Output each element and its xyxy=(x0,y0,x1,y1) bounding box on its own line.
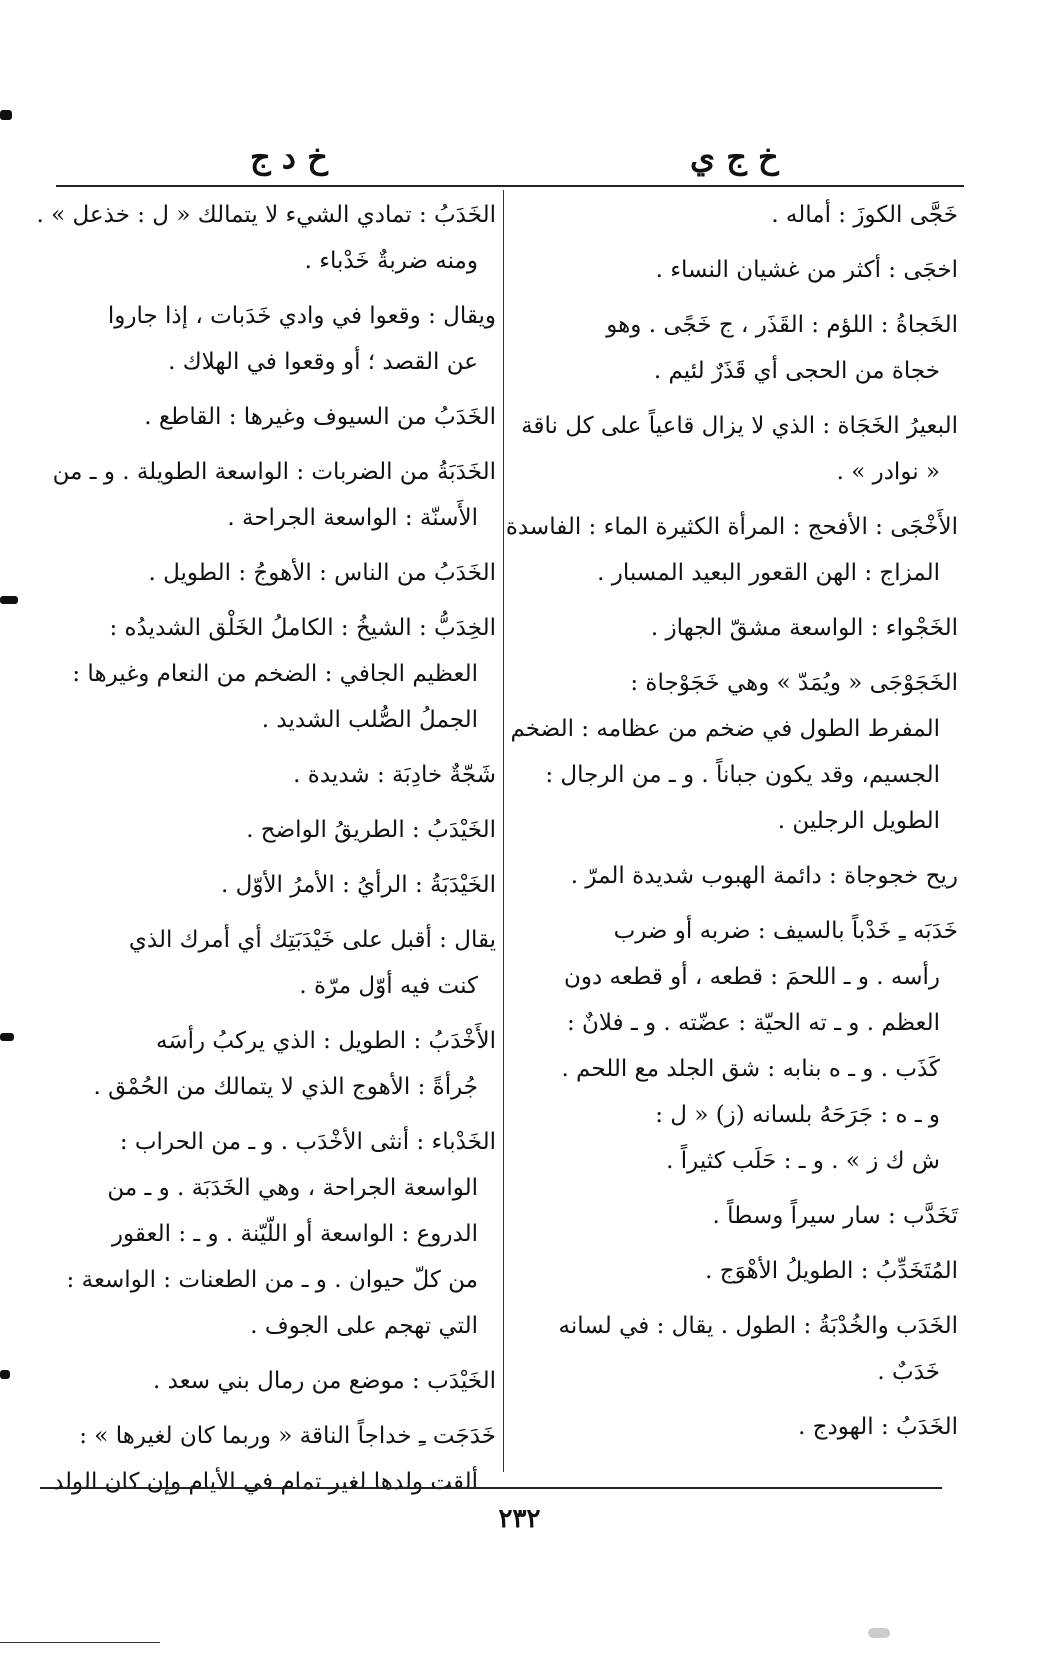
entry-continuation: جُرأةً : الأهوج الذي لا يتمالك من الحُمْق . xyxy=(93,1074,478,1100)
dictionary-entry xyxy=(518,605,958,651)
entry-headline: الخَدَبُ : تمادي الشيء لا يتمالك « ل : خذعل » . xyxy=(36,202,496,228)
dictionary-entry xyxy=(518,247,958,293)
entry-headline: الخَدَبُ من الناس : الأهوجُ : الطويل . xyxy=(148,560,496,586)
column-divider xyxy=(503,190,504,1472)
right-column xyxy=(505,192,958,1472)
entry-continuation: خجاة من الحجى أي قَذَرٌ لئيم . xyxy=(653,358,940,384)
entry-continuation: المفرط الطول في ضخم من عظامه : الضخم xyxy=(510,716,940,742)
dictionary-entry xyxy=(56,862,496,908)
margin-mark xyxy=(0,110,12,120)
entry-continuation: الجملُ الصُّلب الشديد . xyxy=(261,707,478,733)
entry-headline: الخَيْدَبَةُ : الرأيُ : الأمرُ الأوّل . xyxy=(221,872,496,898)
entry-headline: خَدَبَه ـِ خَدْباً بالسيف : ضربه أو ضرب xyxy=(613,918,958,944)
entry-continuation: و ـ ه : جَرَحَهُ بلسانه (ز) « ل : xyxy=(655,1102,940,1128)
entry-headline: خَدَجَت ـِ خداجاً الناقة « وربما كان لغيرها » : xyxy=(79,1423,496,1449)
entry-headline: شَجّةٌ خادِبَة : شديدة . xyxy=(293,762,496,788)
entry-continuation: رأسه . و ـ اللحمَ : قطعه ، أو قطعه دون xyxy=(563,964,940,990)
entry-continuation: ومنه ضربةٌ خَدْباء . xyxy=(304,248,478,274)
scan-smudge xyxy=(868,1628,890,1638)
dictionary-entry xyxy=(518,1404,958,1450)
entry-headline: الأَخْدَبُ : الطويل : الذي يركبُ رأسَه xyxy=(156,1028,496,1054)
dictionary-entry xyxy=(518,403,958,495)
dictionary-entry xyxy=(518,908,958,1184)
entry-continuation: كَذَب . و ـ ه بنابه : شق الجلد مع اللحم . xyxy=(561,1056,940,1082)
dictionary-entry xyxy=(56,917,496,1009)
entry-continuation: الطويل الرجلين . xyxy=(777,808,940,834)
footer-rule xyxy=(40,1487,942,1489)
dictionary-entry xyxy=(56,1018,496,1110)
left-column xyxy=(36,192,496,1495)
dictionary-entry xyxy=(518,1303,958,1395)
dictionary-entry xyxy=(56,394,496,440)
entry-headline: البعيرُ الخَجَاة : الذي لا يزال قاعياً على كل ناقة xyxy=(521,413,958,439)
dictionary-entry xyxy=(518,1193,958,1239)
entry-headline: الخَجاةُ : اللؤم : القَذَر ، ج خَجًى . وهو xyxy=(606,312,958,338)
dictionary-entry xyxy=(56,293,496,385)
dictionary-entry xyxy=(56,1119,496,1349)
entry-headline: الخَدَبُ : الهودج . xyxy=(798,1414,958,1440)
dictionary-entry xyxy=(56,807,496,853)
entry-headline: المُتَخَدِّبُ : الطويلُ الأهْوَج . xyxy=(705,1258,958,1284)
dictionary-entry xyxy=(518,853,958,899)
dictionary-entry xyxy=(518,192,958,238)
entry-continuation: الأَسنّة : الواسعة الجراحة . xyxy=(227,505,478,531)
entry-continuation: الدروع : الواسعة أو اللّيّنة . و ـ : العقور xyxy=(111,1221,478,1247)
margin-mark xyxy=(0,1033,14,1041)
page-number: ٢٣٢ xyxy=(498,1504,541,1534)
entry-headline: الخَدْباء : أنثى الأخْدَب . و ـ من الحراب : xyxy=(119,1129,496,1155)
footnote-rule xyxy=(0,1642,160,1643)
entry-continuation: خَدَبٌ . xyxy=(877,1359,940,1385)
entry-continuation: ش ك ز » . و ـ : حَلَب كثيراً . xyxy=(666,1148,940,1174)
entry-continuation: من كلّ حيوان . و ـ من الطعنات : الواسعة : xyxy=(66,1267,478,1293)
left-column-root-header: خ د ج xyxy=(250,138,328,176)
entry-continuation: عن القصد ؛ أو وقعوا في الهلاك . xyxy=(168,349,478,375)
header-rule xyxy=(56,185,964,187)
dictionary-entry xyxy=(518,302,958,394)
entry-continuation: ألقت ولدها لغير تمام في الأيام وإن كان الولد xyxy=(52,1469,478,1495)
entry-headline: الخَدَبَةُ من الضربات : الواسعة الطويلة . و ـ من xyxy=(52,459,496,485)
entry-continuation: العظم . و ـ ته الحيّة : عضّته . و ـ فلانٌ : xyxy=(566,1010,940,1036)
entry-headline: الخَجَوْجَى « ويُمَدّ » وهي خَجَوْجاة : xyxy=(630,670,958,696)
dictionary-entry xyxy=(505,504,958,596)
dictionary-entry xyxy=(518,1248,958,1294)
entry-continuation: « نوادر » . xyxy=(836,459,940,485)
entry-headline: الخِدَبُّ : الشيخُ : الكاملُ الخَلْق الشديدُه : xyxy=(109,615,496,641)
entry-headline: ويقال : وقعوا في وادي خَدَبات ، إذا جاروا xyxy=(107,303,496,329)
entry-headline: اخجَى : أكثر من غشيان النساء . xyxy=(655,257,958,283)
entry-headline: تَخَدَّب : سار سيراً وسطاً . xyxy=(712,1203,958,1229)
entry-continuation: الجسيم، وقد يكون جباناً . و ـ من الرجال : xyxy=(545,762,940,788)
dictionary-entry xyxy=(56,605,496,743)
entry-headline: الخَدَبُ من السيوف وغيرها : القاطع . xyxy=(144,404,496,430)
right-column-root-header: خ ج ي xyxy=(690,138,779,176)
entry-headline: الخَيْدَب : موضع من رمال بني سعد . xyxy=(152,1368,496,1394)
entry-continuation: الواسعة الجراحة ، وهي الخَدَبَة . و ـ من xyxy=(107,1175,478,1201)
dictionary-entry xyxy=(510,660,958,844)
entry-headline: الأَخْجَى : الأفحج : المرأة الكثيرة الماء : الفاسدة xyxy=(505,514,958,540)
entry-continuation: التي تهجم على الجوف . xyxy=(250,1313,478,1339)
dictionary-entry xyxy=(52,1413,496,1505)
dictionary-entry xyxy=(56,752,496,798)
entry-headline: يقال : أقبل على خَيْدَبَتِك أي أمرك الذي xyxy=(128,927,496,953)
entry-continuation: كنت فيه أوّل مرّة . xyxy=(299,973,478,999)
entry-continuation: العظيم الجافي : الضخم من النعام وغيرها : xyxy=(72,661,478,687)
dictionary-entry xyxy=(56,1358,496,1404)
entry-headline: الخَيْدَبُ : الطريقُ الواضح . xyxy=(246,817,496,843)
entry-headline: ريح خجوجاة : دائمة الهبوب شديدة المرّ . xyxy=(570,863,958,889)
margin-mark xyxy=(0,1370,10,1379)
entry-headline: الخَجْواء : الواسعة مشقّ الجهاز . xyxy=(650,615,958,641)
entry-headline: الخَدَب والخُدْبَةُ : الطول . يقال : في لسانه xyxy=(558,1313,958,1339)
margin-mark xyxy=(0,596,18,604)
dictionary-entry xyxy=(56,550,496,596)
dictionary-entry xyxy=(36,192,496,284)
entry-continuation: المزاج : الهن القعور البعيد المسبار . xyxy=(597,560,940,586)
entry-headline: خَجَّى الكوزَ : أماله . xyxy=(771,202,958,228)
dictionary-entry xyxy=(52,449,496,541)
